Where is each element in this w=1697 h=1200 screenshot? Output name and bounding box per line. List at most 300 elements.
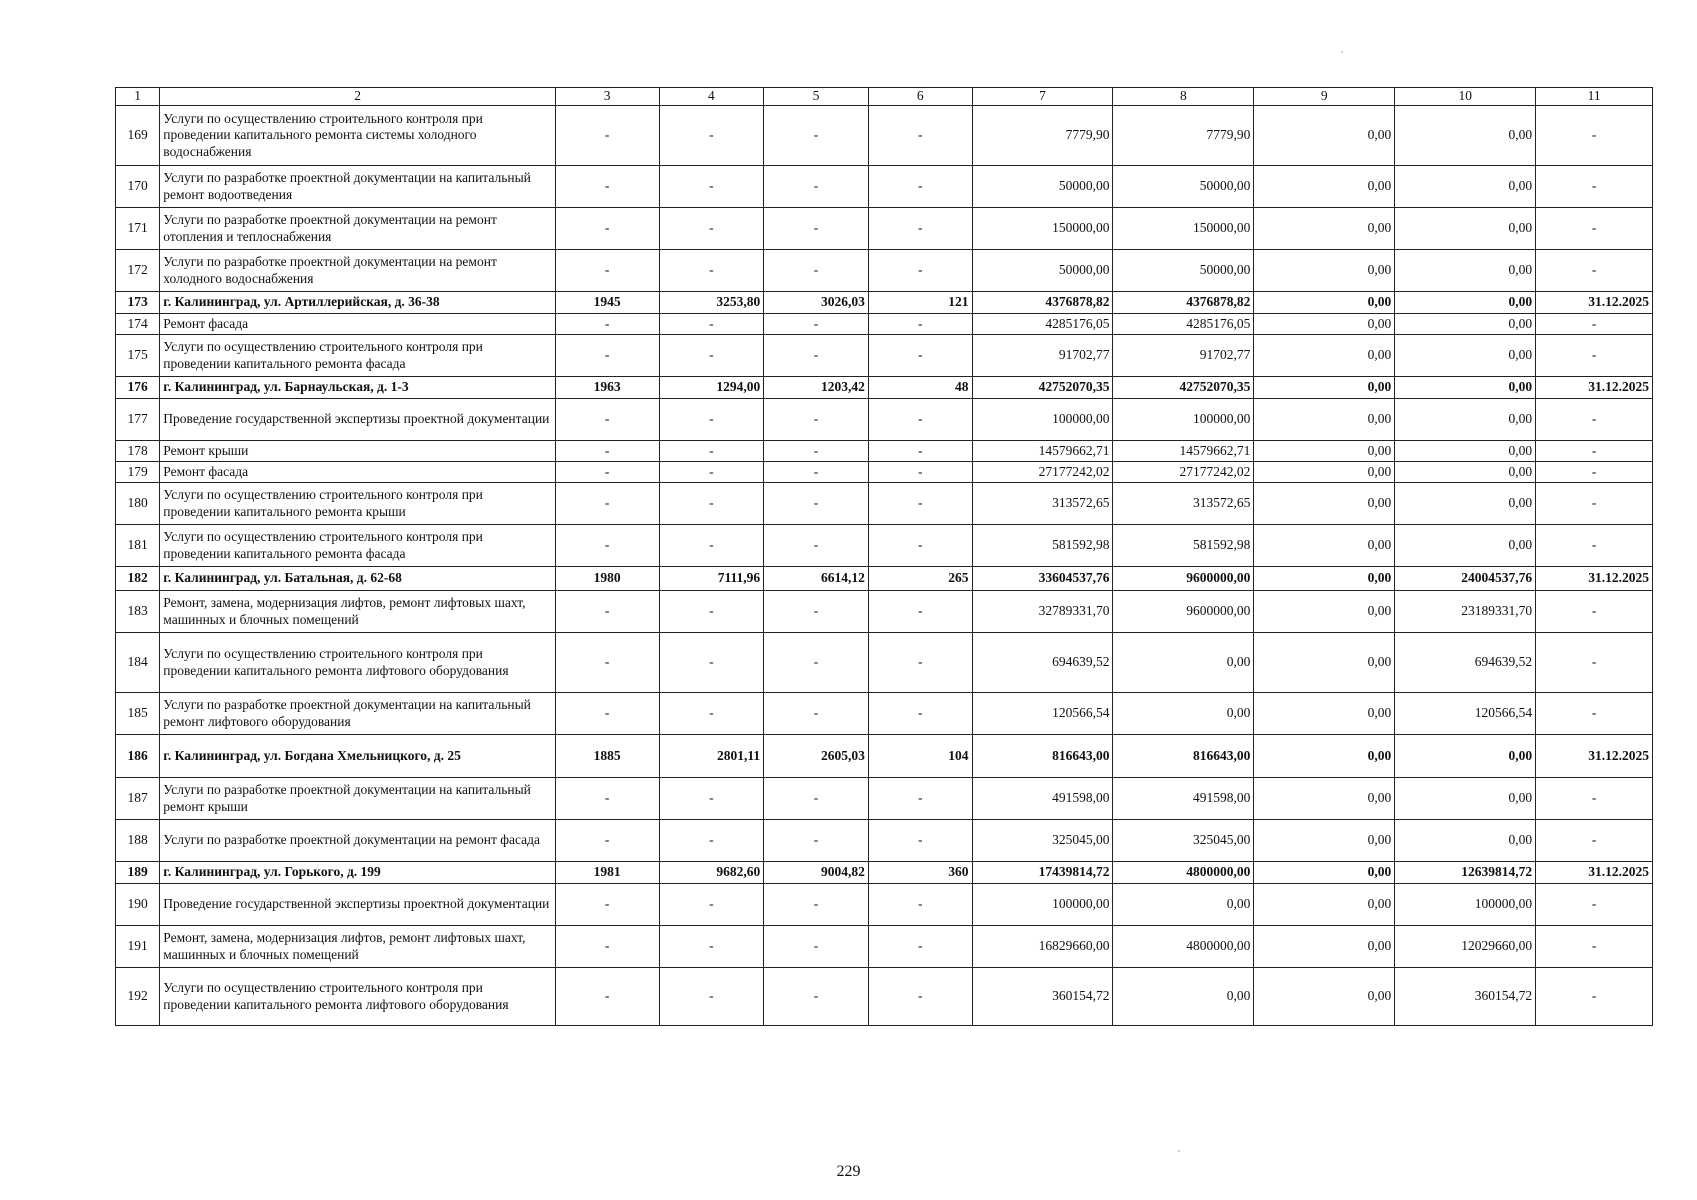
table-cell: 120566,54: [972, 693, 1113, 735]
table-cell: -: [764, 441, 869, 462]
row-number-cell: 183: [116, 591, 160, 633]
completion-date-cell: -: [1536, 208, 1653, 250]
work-description-cell: Услуги по разработке проектной документации на ремонт фасада: [160, 820, 556, 862]
table-cell: 0,00: [1254, 633, 1395, 693]
table-cell: 325045,00: [1113, 820, 1254, 862]
table-cell: 0,00: [1254, 483, 1395, 525]
table-row: [116, 820, 1653, 862]
table-cell: 121: [868, 292, 972, 314]
row-number-cell: 187: [116, 778, 160, 820]
table-cell: -: [555, 314, 659, 335]
table-cell: 0,00: [1254, 884, 1395, 926]
table-cell: 0,00: [1254, 441, 1395, 462]
table-cell: 0,00: [1254, 735, 1395, 778]
table-cell: 4800000,00: [1113, 926, 1254, 968]
completion-date-cell: -: [1536, 462, 1653, 483]
table-cell: 4376878,82: [1113, 292, 1254, 314]
row-number-cell: 172: [116, 250, 160, 292]
table-cell: -: [659, 633, 764, 693]
table-cell: 14579662,71: [1113, 441, 1254, 462]
table-cell: 0,00: [1254, 250, 1395, 292]
work-description-cell: Услуги по разработке проектной документации на капитальный ремонт лифтового оборудования: [160, 693, 556, 735]
completion-date-cell: -: [1536, 820, 1653, 862]
table-cell: -: [868, 884, 972, 926]
table-cell: 100000,00: [972, 399, 1113, 441]
table-cell: 50000,00: [1113, 250, 1254, 292]
scan-speck: [1178, 1150, 1180, 1152]
table-cell: -: [555, 926, 659, 968]
table-cell: 0,00: [1395, 250, 1536, 292]
table-cell: -: [764, 884, 869, 926]
column-number: 5: [764, 88, 869, 106]
row-number-cell: 181: [116, 525, 160, 567]
table-cell: -: [764, 778, 869, 820]
column-number: 11: [1536, 88, 1653, 106]
table-cell: 325045,00: [972, 820, 1113, 862]
table-cell: -: [555, 106, 659, 166]
completion-date-cell: -: [1536, 166, 1653, 208]
address-group-row: [116, 735, 1653, 778]
table-cell: -: [764, 462, 869, 483]
table-cell: 0,00: [1254, 525, 1395, 567]
table-row: [116, 693, 1653, 735]
table-row: [116, 250, 1653, 292]
address-cell: г. Калининград, ул. Артиллерийская, д. 36-38: [160, 292, 556, 314]
table-cell: -: [764, 926, 869, 968]
completion-date-cell: -: [1536, 106, 1653, 166]
completion-date-cell: -: [1536, 399, 1653, 441]
table-cell: -: [659, 591, 764, 633]
table-cell: 1203,42: [764, 377, 869, 399]
table-cell: 360154,72: [972, 968, 1113, 1026]
table-cell: 491598,00: [972, 778, 1113, 820]
table-cell: 0,00: [1254, 567, 1395, 591]
table-cell: -: [555, 335, 659, 377]
table-cell: 0,00: [1395, 292, 1536, 314]
table-cell: 491598,00: [1113, 778, 1254, 820]
table-cell: 42752070,35: [1113, 377, 1254, 399]
table-cell: 0,00: [1395, 462, 1536, 483]
row-number-cell: 174: [116, 314, 160, 335]
table-cell: 0,00: [1254, 968, 1395, 1026]
table-cell: 360154,72: [1395, 968, 1536, 1026]
row-number-cell: 185: [116, 693, 160, 735]
table-row: [116, 335, 1653, 377]
table-cell: -: [868, 778, 972, 820]
table-cell: 0,00: [1395, 399, 1536, 441]
table-cell: 4285176,05: [972, 314, 1113, 335]
completion-date-cell: 31.12.2025: [1536, 735, 1653, 778]
row-number-cell: 171: [116, 208, 160, 250]
table-cell: 694639,52: [1395, 633, 1536, 693]
table-cell: -: [764, 208, 869, 250]
work-description-cell: Ремонт фасада: [160, 462, 556, 483]
table-cell: 0,00: [1254, 399, 1395, 441]
table-cell: -: [659, 884, 764, 926]
row-number-cell: 189: [116, 862, 160, 884]
work-description-cell: Услуги по разработке проектной документации на ремонт холодного водоснабжения: [160, 250, 556, 292]
table-cell: 0,00: [1395, 377, 1536, 399]
table-cell: 100000,00: [972, 884, 1113, 926]
table-cell: 0,00: [1254, 462, 1395, 483]
completion-date-cell: -: [1536, 884, 1653, 926]
table-cell: 0,00: [1395, 208, 1536, 250]
row-number-cell: 184: [116, 633, 160, 693]
table-cell: 0,00: [1395, 820, 1536, 862]
table-cell: 6614,12: [764, 567, 869, 591]
column-number: 7: [972, 88, 1113, 106]
table-cell: 9600000,00: [1113, 567, 1254, 591]
row-number-cell: 192: [116, 968, 160, 1026]
table-cell: 313572,65: [1113, 483, 1254, 525]
table-cell: -: [659, 208, 764, 250]
table-cell: 0,00: [1254, 292, 1395, 314]
table-cell: 91702,77: [972, 335, 1113, 377]
table-cell: 0,00: [1395, 166, 1536, 208]
work-description-cell: Проведение государственной экспертизы проектной документации: [160, 399, 556, 441]
table-cell: -: [764, 250, 869, 292]
table-cell: 3253,80: [659, 292, 764, 314]
table-cell: -: [868, 250, 972, 292]
table-cell: -: [764, 335, 869, 377]
work-description-cell: Проведение государственной экспертизы проектной документации: [160, 884, 556, 926]
table-cell: 0,00: [1395, 441, 1536, 462]
table-cell: 23189331,70: [1395, 591, 1536, 633]
address-cell: г. Калининград, ул. Барнаульская, д. 1-3: [160, 377, 556, 399]
table-cell: 27177242,02: [972, 462, 1113, 483]
table-cell: 0,00: [1254, 926, 1395, 968]
table-cell: 50000,00: [1113, 166, 1254, 208]
table-cell: 0,00: [1254, 820, 1395, 862]
table-cell: 0,00: [1395, 735, 1536, 778]
table-row: [116, 462, 1653, 483]
table-cell: -: [868, 968, 972, 1026]
table-cell: 0,00: [1254, 591, 1395, 633]
table-cell: 0,00: [1254, 377, 1395, 399]
row-number-cell: 179: [116, 462, 160, 483]
table-cell: 4376878,82: [972, 292, 1113, 314]
table-cell: 100000,00: [1395, 884, 1536, 926]
table-cell: 0,00: [1254, 208, 1395, 250]
completion-date-cell: -: [1536, 441, 1653, 462]
table-cell: -: [868, 820, 972, 862]
table-cell: 0,00: [1254, 862, 1395, 884]
table-cell: 581592,98: [1113, 525, 1254, 567]
row-number-cell: 175: [116, 335, 160, 377]
table-cell: 3026,03: [764, 292, 869, 314]
address-cell: г. Калининград, ул. Батальная, д. 62-68: [160, 567, 556, 591]
completion-date-cell: -: [1536, 693, 1653, 735]
table-cell: -: [764, 314, 869, 335]
table-cell: 1294,00: [659, 377, 764, 399]
completion-date-cell: -: [1536, 483, 1653, 525]
table-cell: 0,00: [1254, 778, 1395, 820]
table-cell: -: [555, 968, 659, 1026]
table-row: [116, 884, 1653, 926]
table-cell: 360: [868, 862, 972, 884]
table-cell: -: [764, 106, 869, 166]
table-cell: 150000,00: [1113, 208, 1254, 250]
scan-speck: [1341, 51, 1343, 53]
table-cell: 581592,98: [972, 525, 1113, 567]
work-description-cell: Услуги по осуществлению строительного контроля при проведении капитального ремонта крыши: [160, 483, 556, 525]
table-cell: -: [555, 399, 659, 441]
table-cell: 50000,00: [972, 250, 1113, 292]
table-cell: -: [659, 399, 764, 441]
table-cell: -: [555, 525, 659, 567]
table-cell: 0,00: [1395, 106, 1536, 166]
work-description-cell: Услуги по разработке проектной документации на капитальный ремонт крыши: [160, 778, 556, 820]
column-number: 6: [868, 88, 972, 106]
work-description-cell: Ремонт, замена, модернизация лифтов, ремонт лифтовых шахт, машинных и блочных помещений: [160, 591, 556, 633]
completion-date-cell: -: [1536, 968, 1653, 1026]
table-cell: -: [868, 166, 972, 208]
table-body: [116, 106, 1653, 1026]
table-row: [116, 441, 1653, 462]
table-cell: 7111,96: [659, 567, 764, 591]
row-number-cell: 173: [116, 292, 160, 314]
completion-date-cell: -: [1536, 591, 1653, 633]
capital-repair-table: [115, 87, 1653, 1026]
column-number: 10: [1395, 88, 1536, 106]
table-cell: 14579662,71: [972, 441, 1113, 462]
column-number: 4: [659, 88, 764, 106]
table-cell: 4285176,05: [1113, 314, 1254, 335]
table-cell: -: [764, 591, 869, 633]
table-cell: -: [868, 693, 972, 735]
table-cell: 0,00: [1395, 778, 1536, 820]
table-cell: 12639814,72: [1395, 862, 1536, 884]
table-cell: 100000,00: [1113, 399, 1254, 441]
table-cell: -: [764, 525, 869, 567]
table-cell: -: [764, 483, 869, 525]
completion-date-cell: -: [1536, 525, 1653, 567]
table-cell: -: [659, 926, 764, 968]
table-cell: -: [659, 166, 764, 208]
table-row: [116, 314, 1653, 335]
table-cell: -: [659, 462, 764, 483]
column-number: 9: [1254, 88, 1395, 106]
table-cell: -: [659, 968, 764, 1026]
row-number-cell: 170: [116, 166, 160, 208]
work-description-cell: Услуги по осуществлению строительного контроля при проведении капитального ремонта лифтового оборудования: [160, 968, 556, 1026]
year-cell: 1885: [555, 735, 659, 778]
table-cell: 91702,77: [1113, 335, 1254, 377]
column-number: 2: [160, 88, 556, 106]
table-cell: 816643,00: [1113, 735, 1254, 778]
address-group-row: [116, 377, 1653, 399]
table-cell: 16829660,00: [972, 926, 1113, 968]
table-cell: 0,00: [1254, 335, 1395, 377]
table-cell: -: [555, 483, 659, 525]
table-cell: -: [868, 483, 972, 525]
column-number: 8: [1113, 88, 1254, 106]
table-cell: 7779,90: [1113, 106, 1254, 166]
table-cell: 42752070,35: [972, 377, 1113, 399]
table-cell: 0,00: [1395, 483, 1536, 525]
table-cell: -: [555, 441, 659, 462]
table-cell: 265: [868, 567, 972, 591]
table-cell: -: [659, 250, 764, 292]
table-cell: -: [659, 483, 764, 525]
completion-date-cell: -: [1536, 335, 1653, 377]
row-number-cell: 182: [116, 567, 160, 591]
completion-date-cell: -: [1536, 778, 1653, 820]
work-description-cell: Ремонт крыши: [160, 441, 556, 462]
table-cell: -: [555, 250, 659, 292]
table-row: [116, 106, 1653, 166]
table-cell: -: [555, 693, 659, 735]
completion-date-cell: -: [1536, 250, 1653, 292]
column-number-row: [116, 88, 1653, 106]
table-cell: 150000,00: [972, 208, 1113, 250]
table-cell: 24004537,76: [1395, 567, 1536, 591]
table-row: [116, 778, 1653, 820]
page-number: 229: [836, 1163, 861, 1180]
table-cell: 9682,60: [659, 862, 764, 884]
table-cell: 4800000,00: [1113, 862, 1254, 884]
table-row: [116, 591, 1653, 633]
year-cell: 1981: [555, 862, 659, 884]
table-cell: -: [764, 166, 869, 208]
table-cell: 48: [868, 377, 972, 399]
table-cell: 7779,90: [972, 106, 1113, 166]
address-group-row: [116, 567, 1653, 591]
table-cell: 0,00: [1254, 166, 1395, 208]
table-cell: -: [764, 399, 869, 441]
work-description-cell: Услуги по разработке проектной документации на капитальный ремонт водоотведения: [160, 166, 556, 208]
table-cell: -: [555, 166, 659, 208]
table-cell: -: [868, 314, 972, 335]
table-cell: -: [555, 208, 659, 250]
column-number: 1: [116, 88, 160, 106]
table-cell: 50000,00: [972, 166, 1113, 208]
row-number-cell: 186: [116, 735, 160, 778]
table-cell: 0,00: [1254, 106, 1395, 166]
table-cell: -: [868, 525, 972, 567]
table-cell: 0,00: [1113, 633, 1254, 693]
work-description-cell: Ремонт, замена, модернизация лифтов, ремонт лифтовых шахт, машинных и блочных помещений: [160, 926, 556, 968]
table-cell: -: [659, 106, 764, 166]
table-cell: 0,00: [1395, 525, 1536, 567]
table-row: [116, 968, 1653, 1026]
table-cell: -: [868, 208, 972, 250]
completion-date-cell: 31.12.2025: [1536, 292, 1653, 314]
table-cell: 32789331,70: [972, 591, 1113, 633]
table-cell: -: [659, 441, 764, 462]
table-cell: 313572,65: [972, 483, 1113, 525]
completion-date-cell: -: [1536, 926, 1653, 968]
table-cell: 0,00: [1395, 314, 1536, 335]
table-cell: -: [764, 633, 869, 693]
table-cell: 120566,54: [1395, 693, 1536, 735]
table-cell: -: [659, 778, 764, 820]
column-number: 3: [555, 88, 659, 106]
row-number-cell: 188: [116, 820, 160, 862]
table-cell: -: [764, 968, 869, 1026]
table-cell: -: [659, 314, 764, 335]
table-cell: 0,00: [1113, 693, 1254, 735]
table-row: [116, 633, 1653, 693]
year-cell: 1980: [555, 567, 659, 591]
table-cell: -: [764, 820, 869, 862]
completion-date-cell: 31.12.2025: [1536, 862, 1653, 884]
table-cell: 9600000,00: [1113, 591, 1254, 633]
work-description-cell: Услуги по осуществлению строительного контроля при проведении капитального ремонта лифтового оборудования: [160, 633, 556, 693]
completion-date-cell: 31.12.2025: [1536, 567, 1653, 591]
work-description-cell: Услуги по разработке проектной документации на ремонт отопления и теплоснабжения: [160, 208, 556, 250]
table-cell: -: [868, 441, 972, 462]
table-cell: -: [868, 106, 972, 166]
completion-date-cell: 31.12.2025: [1536, 377, 1653, 399]
table-cell: 104: [868, 735, 972, 778]
table-cell: -: [868, 399, 972, 441]
table-cell: 2605,03: [764, 735, 869, 778]
table-row: [116, 525, 1653, 567]
table-cell: -: [659, 525, 764, 567]
table-cell: -: [868, 926, 972, 968]
table-cell: -: [555, 633, 659, 693]
row-number-cell: 180: [116, 483, 160, 525]
row-number-cell: 169: [116, 106, 160, 166]
table-cell: -: [868, 335, 972, 377]
table-cell: -: [868, 462, 972, 483]
row-number-cell: 190: [116, 884, 160, 926]
table-cell: 0,00: [1254, 314, 1395, 335]
table-cell: 0,00: [1113, 968, 1254, 1026]
row-number-cell: 191: [116, 926, 160, 968]
table-row: [116, 208, 1653, 250]
year-cell: 1945: [555, 292, 659, 314]
table-cell: -: [659, 693, 764, 735]
table-cell: 9004,82: [764, 862, 869, 884]
table-cell: -: [555, 884, 659, 926]
table-cell: -: [659, 820, 764, 862]
table-cell: -: [868, 633, 972, 693]
row-number-cell: 176: [116, 377, 160, 399]
address-cell: г. Калининград, ул. Богдана Хмельницкого, д. 25: [160, 735, 556, 778]
table-row: [116, 399, 1653, 441]
address-cell: г. Калининград, ул. Горького, д. 199: [160, 862, 556, 884]
table-cell: -: [555, 591, 659, 633]
year-cell: 1963: [555, 377, 659, 399]
table-cell: 694639,52: [972, 633, 1113, 693]
row-number-cell: 178: [116, 441, 160, 462]
table-cell: 0,00: [1113, 884, 1254, 926]
table-cell: 816643,00: [972, 735, 1113, 778]
work-description-cell: Услуги по осуществлению строительного контроля при проведении капитального ремонта фасада: [160, 335, 556, 377]
completion-date-cell: -: [1536, 633, 1653, 693]
table-cell: 12029660,00: [1395, 926, 1536, 968]
work-description-cell: Услуги по осуществлению строительного контроля при проведении капитального ремонта системы холодного водоснабжения: [160, 106, 556, 166]
table-cell: 17439814,72: [972, 862, 1113, 884]
table-row: [116, 483, 1653, 525]
table-cell: -: [659, 335, 764, 377]
table-cell: 0,00: [1254, 693, 1395, 735]
address-group-row: [116, 862, 1653, 884]
table-cell: -: [764, 693, 869, 735]
row-number-cell: 177: [116, 399, 160, 441]
table-cell: -: [555, 820, 659, 862]
table-cell: -: [555, 778, 659, 820]
table-cell: 27177242,02: [1113, 462, 1254, 483]
table-row: [116, 166, 1653, 208]
work-description-cell: Ремонт фасада: [160, 314, 556, 335]
table-cell: 0,00: [1395, 335, 1536, 377]
completion-date-cell: -: [1536, 314, 1653, 335]
table-cell: -: [555, 462, 659, 483]
table-cell: -: [868, 591, 972, 633]
